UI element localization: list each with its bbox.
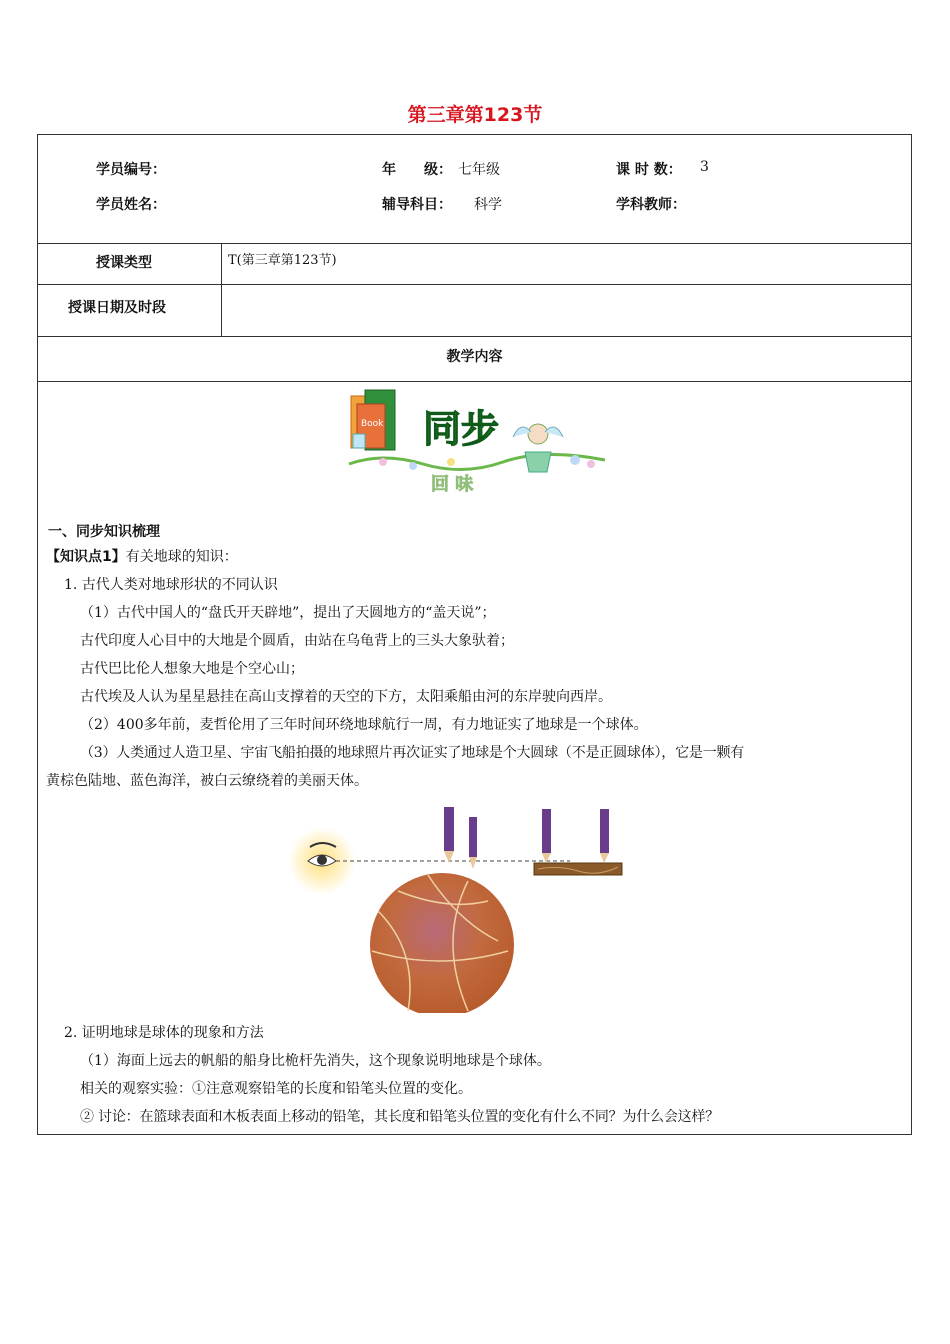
- ball: [370, 873, 514, 1013]
- paragraph: （3）人类通过人造卫星、宇宙飞船拍摄的地球照片再次证实了地球是个大圆球（不是正圆球体），它是一颗有: [80, 745, 745, 761]
- paragraph: 黄棕色陆地、蓝色海洋，被白云缭绕着的美丽天体。: [46, 773, 368, 789]
- grade-value: 七年级: [458, 162, 500, 178]
- paragraph: （1）海面上远去的帆船的船身比桅杆先消失，这个现象说明地球是个球体。: [80, 1053, 551, 1069]
- pencil-on-ball: [444, 807, 454, 863]
- subject-value: 科学: [474, 197, 502, 213]
- page-title: 第三章第123节: [407, 104, 543, 126]
- section-heading: 一、同步知识梳理: [48, 524, 160, 540]
- item-1-title: 1. 古代人类对地球形状的不同认识: [64, 577, 278, 593]
- banner-graphic: [343, 382, 609, 498]
- pencil-on-board: [542, 809, 551, 863]
- paragraph: ② 讨论：在篮球表面和木板表面上移动的铅笔，其长度和铅笔头位置的变化有什么不同？为什么会这样？: [80, 1109, 720, 1125]
- earth-curvature-illustration: [268, 801, 684, 1013]
- sync-banner: [343, 382, 609, 498]
- row-divider: [38, 336, 911, 337]
- pencil-on-board: [600, 809, 609, 863]
- row-divider: [38, 243, 911, 244]
- teaching-content-label: 教学内容: [446, 349, 503, 365]
- lesson-table: [37, 134, 912, 1135]
- paragraph: （2）400多年前，麦哲伦用了三年时间环绕地球航行一周，有力地证实了地球是一个球体。: [80, 717, 648, 733]
- book-text: Book: [361, 419, 384, 429]
- student-name-label: 学员姓名：: [96, 197, 166, 213]
- row-divider: [38, 284, 911, 285]
- item-2-title: 2. 证明地球是球体的现象和方法: [64, 1025, 264, 1041]
- knowledge-point-tag: 【知识点1】: [46, 549, 126, 565]
- banner-main-text: 同步: [423, 407, 500, 451]
- lesson-date-label: 授课日期及时段: [68, 300, 166, 316]
- student-id-label: 学员编号：: [96, 162, 166, 178]
- paragraph: 古代印度人心目中的大地是个圆盾，由站在乌龟背上的三头大象驮着；: [80, 633, 514, 649]
- pencil-ball-diagram: [268, 801, 684, 1013]
- paragraph: 古代巴比伦人想象大地是个空心山；: [80, 661, 304, 677]
- knowledge-point-1: [46, 543, 238, 571]
- paragraph: （1）古代中国人的“盘氏开天辟地”，提出了天圆地方的“盖天说”；: [80, 605, 496, 621]
- column-divider: [221, 243, 222, 336]
- knowledge-point-title: 有关地球的知识：: [125, 549, 238, 565]
- hours-value: 3: [700, 159, 709, 175]
- lesson-type-label: 授课类型: [96, 255, 152, 271]
- hours-label: 课 时 数：: [616, 162, 682, 178]
- banner-sub-text: 回 味: [431, 474, 474, 495]
- teacher-label: 学科教师：: [616, 197, 686, 213]
- subject-label: 辅导科目：: [382, 197, 452, 213]
- paragraph: 相关的观察实验：①注意观察铅笔的长度和铅笔头位置的变化。: [80, 1081, 472, 1097]
- lesson-type-value: T(第三章第123节): [228, 253, 337, 268]
- wooden-board: [534, 863, 622, 875]
- paragraph: 古代埃及人认为星星悬挂在高山支撑着的天空的下方，太阳乘船由河的东岸驶向西岸。: [80, 689, 612, 705]
- grade-label: 年 级：: [382, 162, 452, 178]
